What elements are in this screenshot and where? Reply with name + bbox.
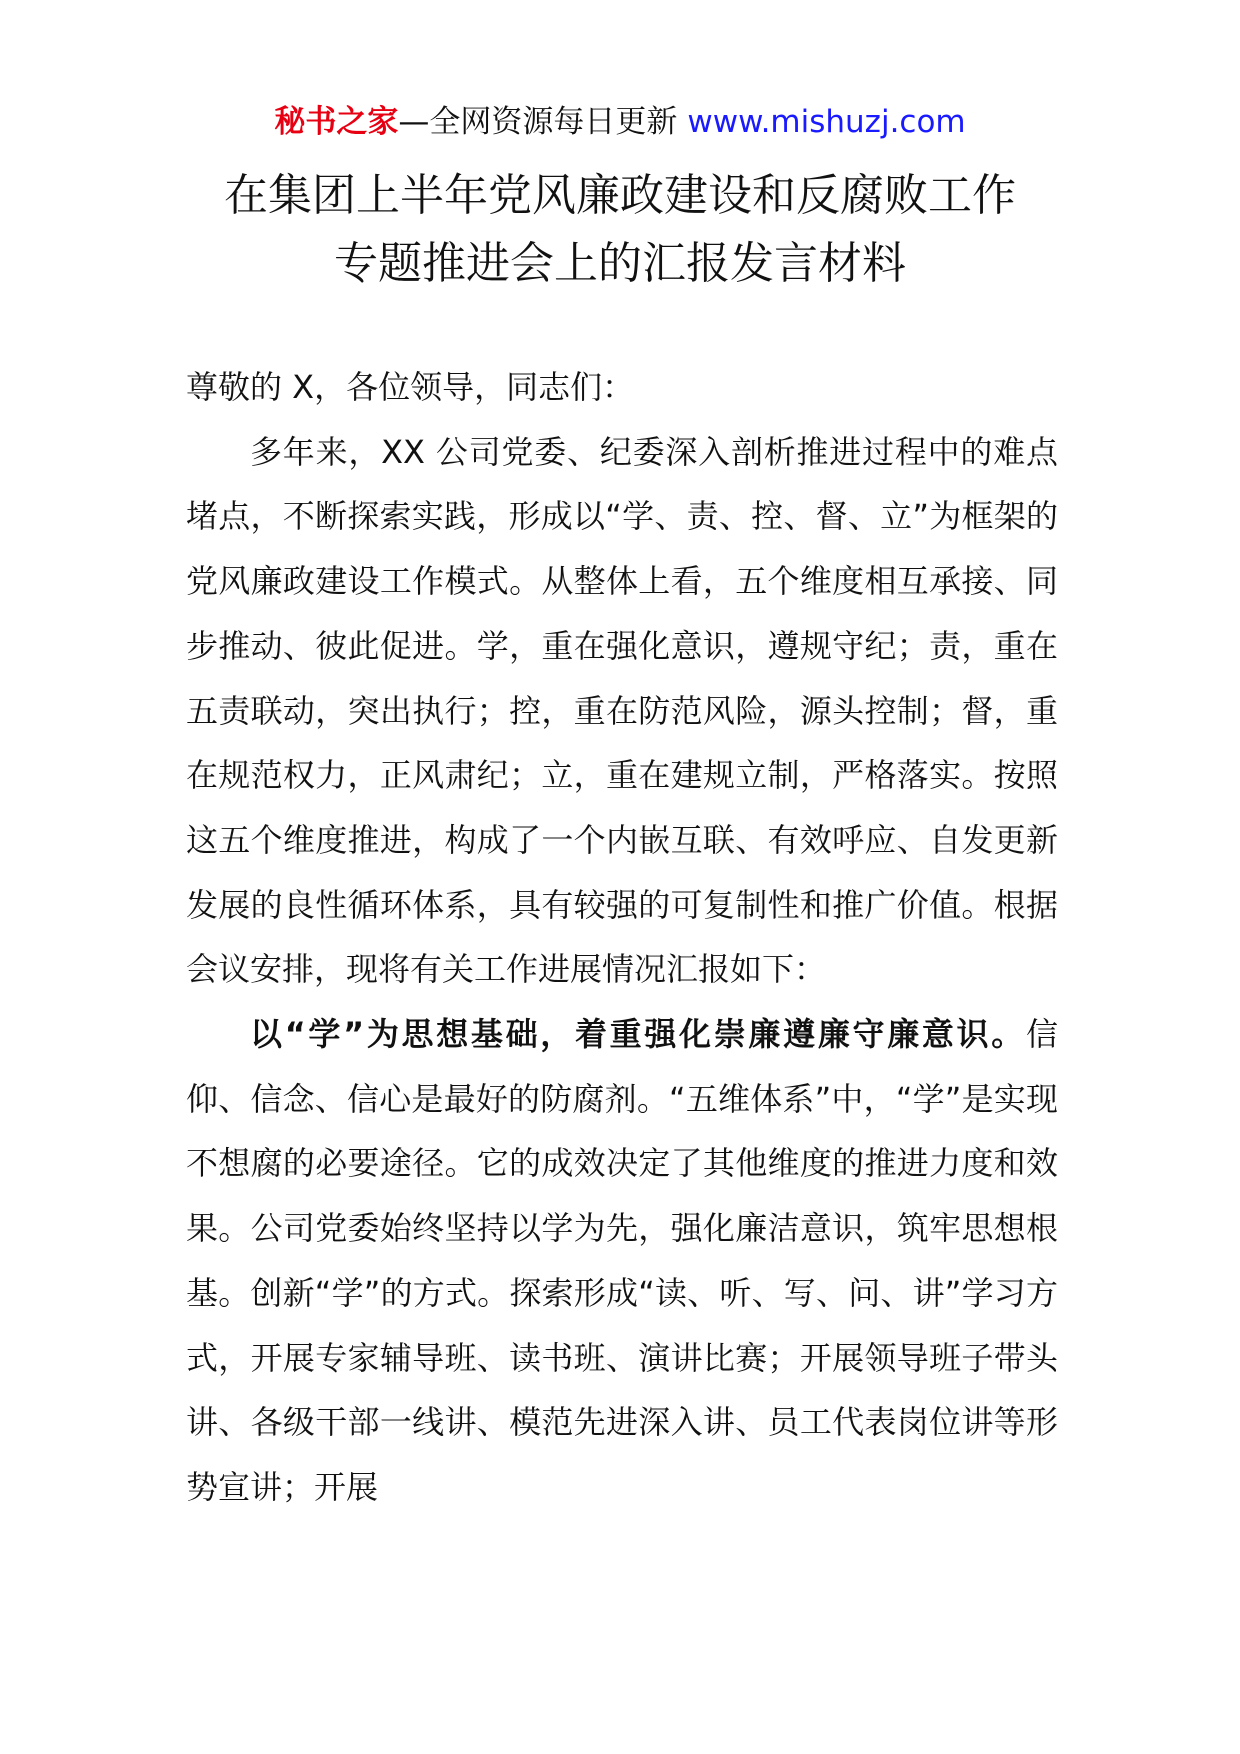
document-body — [186, 355, 1058, 1520]
paragraph-section-1 — [186, 1002, 1058, 1520]
site-url-link[interactable]: www.mishuzj.com — [687, 104, 966, 140]
document-title-line-1: 在集团上半年党风廉政建设和反腐败工作 — [224, 170, 1016, 221]
section-1-text: 信仰、信念、信心是最好的防腐剂。“五维体系”中，“学”是实现不想腐的必要途径。它的成效决定了其他维度的推进力度和效果。公司党委始终坚持以学为先，强化廉洁意识，筑牢思想根基。创新“学”的方式。探索形成“读、听、写、问、讲”学习方式，开展专家辅导班、读书班、演讲比赛；开展领导班子带头讲、各级干部一线讲、模范先进深入讲、员工代表岗位讲等形势宣讲；开展 — [186, 1015, 1058, 1506]
paragraph-intro: 多年来，XX 公司党委、纪委深入剖析推进过程中的难点堵点，不断探索实践，形成以“学、责、控、督、立”为框架的党风廉政建设工作模式。从整体上看，五个维度相互承接、同步推动、彼此促进。学，重在强化意识，遵规守纪；责，重在五责联动，突出执行；控，重在防范风险，源头控制；督，重在规范权力，正风肃纪；立，重在建规立制，严格落实。按照这五个维度推进，构成了一个内嵌互联、有效呼应、自发更新发展的良性循环体系，具有较强的可复制性和推广价值。根据会议安排，现将有关工作进展情况汇报如下： — [186, 432, 1058, 989]
salutation: 尊敬的 X，各位领导，同志们： — [186, 368, 635, 406]
document-title-line-2: 专题推进会上的汇报发言材料 — [334, 238, 906, 289]
site-tagline: —全网资源每日更新 — [398, 104, 678, 140]
site-header — [0, 100, 1240, 144]
site-brand: 秘书之家 — [274, 104, 399, 140]
document-title — [0, 162, 1240, 298]
section-1-heading: 以“学”为思想基础，着重强化崇廉遵廉守廉意识。 — [250, 1015, 1026, 1054]
